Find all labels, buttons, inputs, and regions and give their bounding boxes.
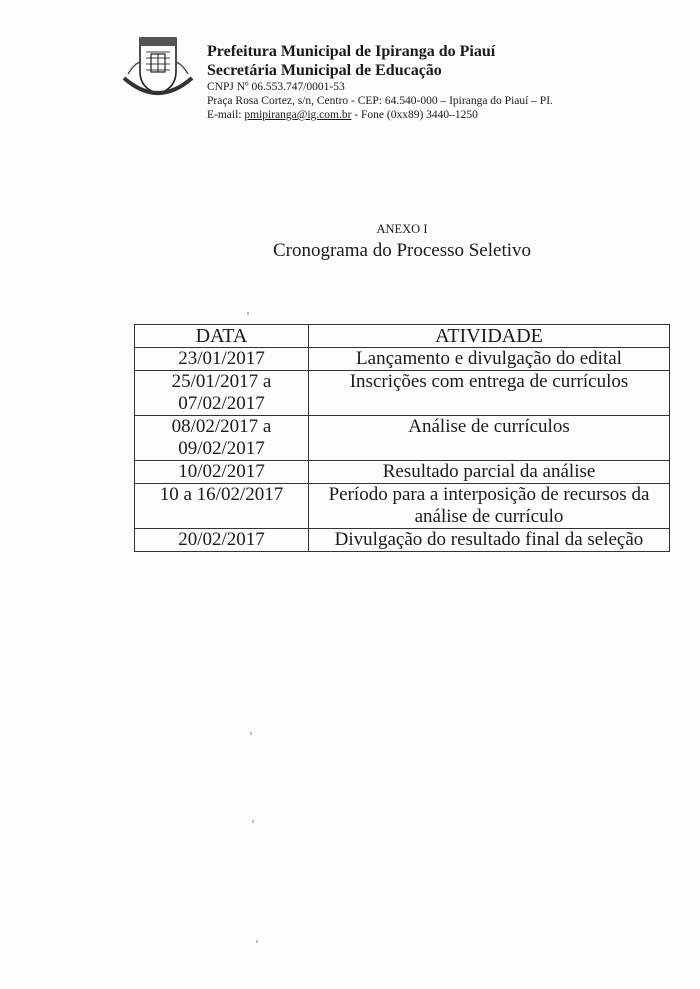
phone-text: - Fone (0xx89) 3440–1250 xyxy=(351,109,478,121)
department-name: Secretária Municipal de Educação xyxy=(207,62,442,79)
table-row xyxy=(135,348,670,371)
scan-speck xyxy=(252,820,254,823)
table-row xyxy=(135,484,670,529)
activity-cell: Divulgação do resultado final da seleção xyxy=(309,529,670,552)
activity-cell: Inscrições com entrega de currículos xyxy=(309,371,670,416)
contact-line xyxy=(207,108,677,122)
document-subtitle: Cronograma do Processo Seletivo xyxy=(272,240,532,261)
date-cell: 10/02/2017 xyxy=(135,461,309,484)
column-header-date: DATA xyxy=(135,325,309,348)
table-header-row xyxy=(135,325,670,348)
scan-speck xyxy=(247,312,249,315)
activity-cell: Resultado parcial da análise xyxy=(309,461,670,484)
cnpj-line: CNPJ Nº 06.553.747/0001-53 xyxy=(207,81,345,93)
table-row xyxy=(135,371,670,416)
scan-speck xyxy=(256,940,258,943)
annex-label: ANEXO I xyxy=(376,222,428,236)
table-row xyxy=(135,461,670,484)
date-cell: 23/01/2017 xyxy=(135,348,309,371)
email-link[interactable]: pmipiranga@ig.com.br xyxy=(244,109,352,121)
table-row xyxy=(135,416,670,461)
email-label: E-mail: xyxy=(207,109,245,121)
activity-cell: Análise de currículos xyxy=(309,416,670,461)
date-cell: 25/01/2017 a 07/02/2017 xyxy=(135,371,309,416)
date-cell: 08/02/2017 a 09/02/2017 xyxy=(135,416,309,461)
letterhead xyxy=(207,42,677,122)
date-cell: 20/02/2017 xyxy=(135,529,309,552)
table-row xyxy=(135,529,670,552)
municipal-emblem-icon xyxy=(118,34,198,106)
organization-name: Prefeitura Municipal de Ipiranga do Piauí xyxy=(207,43,496,60)
address-line: Praça Rosa Cortez, s/n, Centro - CEP: 64.540-000 – Ipiranga do Piauí – PI. xyxy=(207,95,553,107)
date-cell: 10 a 16/02/2017 xyxy=(135,484,309,529)
scan-speck xyxy=(250,732,252,735)
column-header-activity: ATIVIDADE xyxy=(309,325,670,348)
activity-cell: Lançamento e divulgação do edital xyxy=(309,348,670,371)
activity-cell: Período para a interposição de recursos da análise de currículo xyxy=(309,484,670,529)
schedule-table xyxy=(134,324,670,552)
